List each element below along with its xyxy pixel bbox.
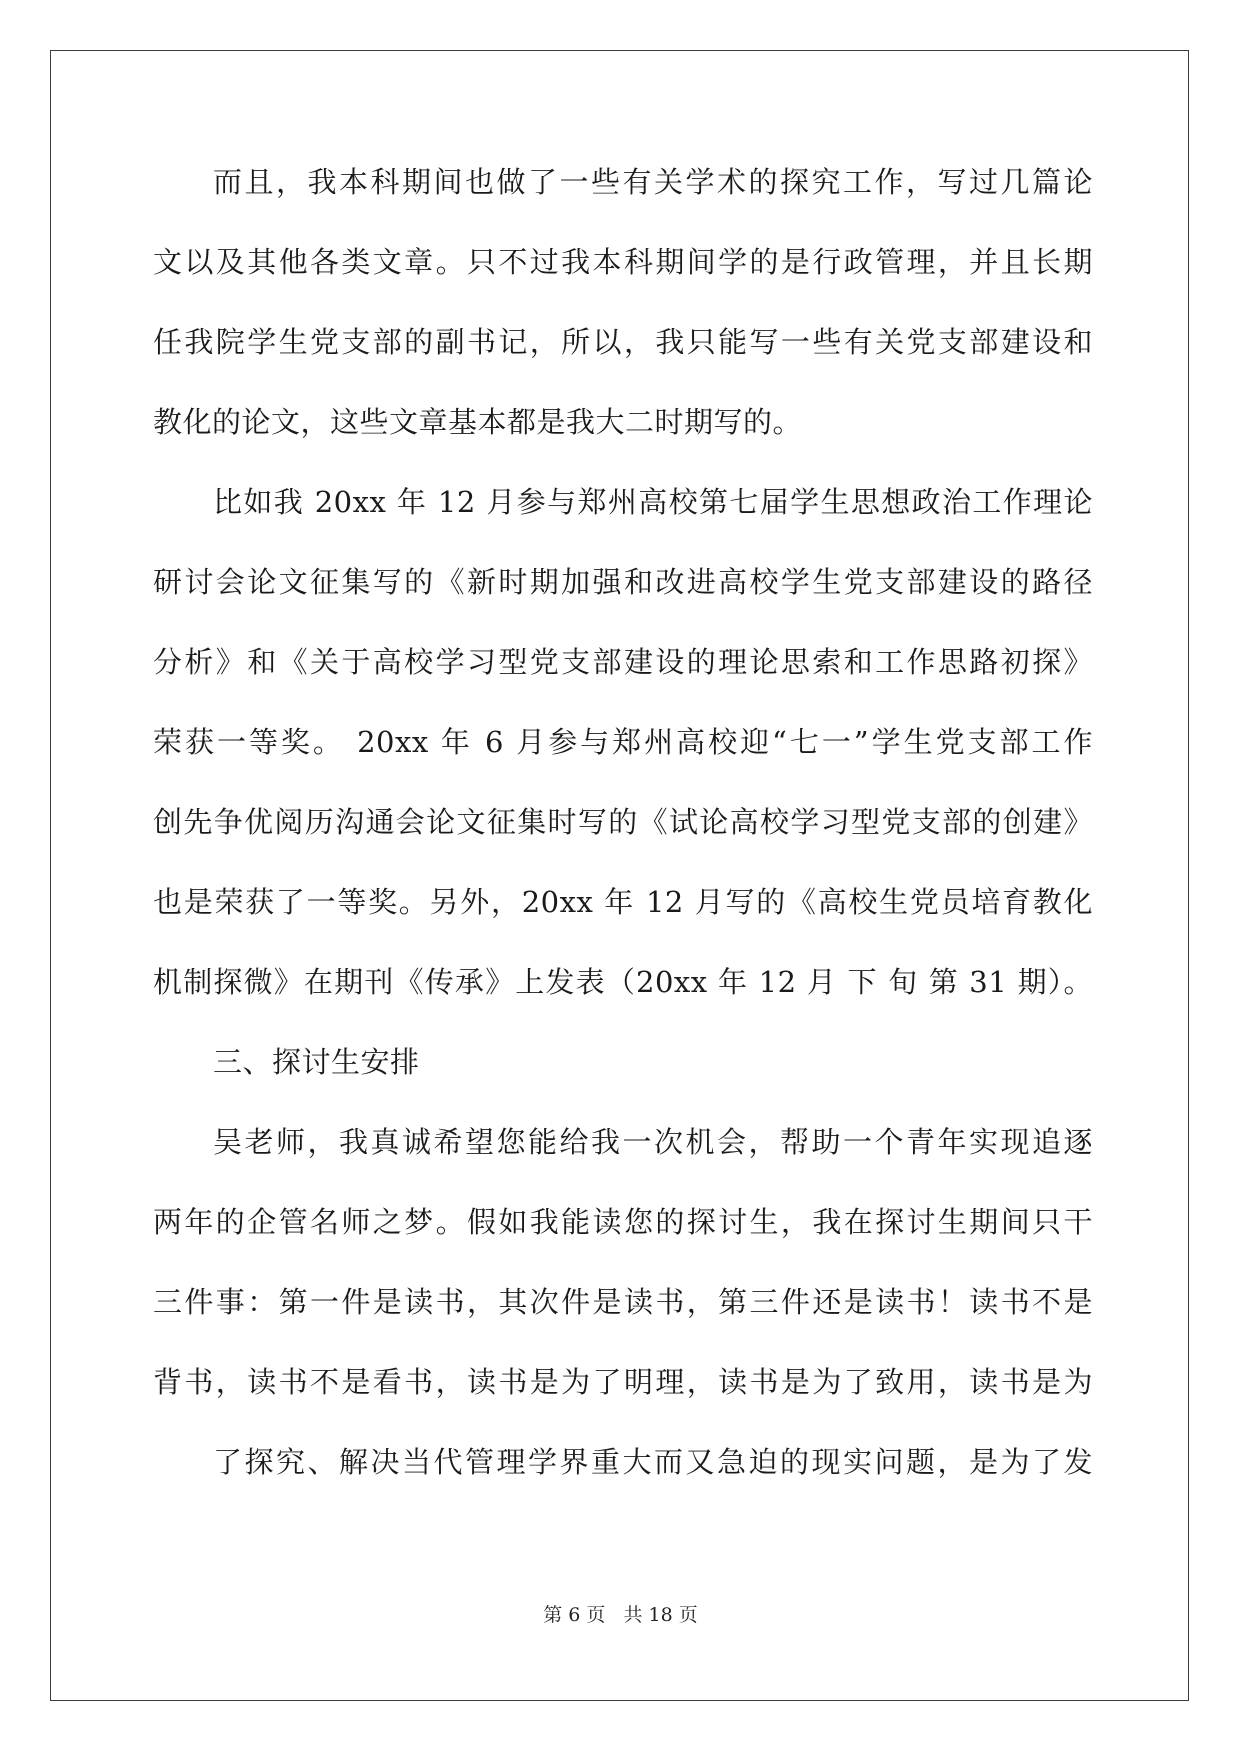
paragraph-line: 机制探微》在期刊《传承》上发表（20xx 年 12 月 下 旬 第 31 期）。 bbox=[153, 965, 1093, 999]
page-footer bbox=[0, 1600, 1241, 1627]
paragraph-line: 创先争优阅历沟通会论文征集时写的《试论高校学习型党支部的创建》 bbox=[153, 805, 1093, 839]
page-number: 第 6 页 bbox=[543, 1604, 606, 1626]
paragraph-line: 了探究、解决当代管理学界重大而又急迫的现实问题，是为了发 bbox=[213, 1445, 1093, 1479]
paragraph-line: 教化的论文，这些文章基本都是我大二时期写的。 bbox=[153, 405, 803, 439]
paragraph-line: 三件事：第一件是读书，其次件是读书，第三件还是读书！读书不是 bbox=[153, 1285, 1093, 1319]
document-body bbox=[153, 160, 1093, 1520]
paragraph-line: 也是荣获了一等奖。另外，20xx 年 12 月写的《高校生党员培育教化 bbox=[153, 885, 1093, 919]
page-total: 共 18 页 bbox=[623, 1604, 698, 1626]
paragraph-line: 分析》和《关于高校学习型党支部建设的理论思索和工作思路初探》 bbox=[153, 645, 1093, 679]
paragraph-line: 两年的企管名师之梦。假如我能读您的探讨生，我在探讨生期间只干 bbox=[153, 1205, 1093, 1239]
paragraph-line: 吴老师，我真诚希望您能给我一次机会，帮助一个青年实现追逐 bbox=[213, 1125, 1093, 1159]
paragraph-line: 任我院学生党支部的副书记，所以，我只能写一些有关党支部建设和 bbox=[153, 325, 1093, 359]
paragraph-line: 而且，我本科期间也做了一些有关学术的探究工作，写过几篇论 bbox=[213, 165, 1093, 199]
paragraph-line: 比如我 20xx 年 12 月参与郑州高校第七届学生思想政治工作理论 bbox=[213, 485, 1093, 519]
paragraph-line: 研讨会论文征集写的《新时期加强和改进高校学生党支部建设的路径 bbox=[153, 565, 1093, 599]
section-heading: 三、探讨生安排 bbox=[213, 1045, 420, 1079]
paragraph-line: 文以及其他各类文章。只不过我本科期间学的是行政管理，并且长期 bbox=[153, 245, 1093, 279]
paragraph-line: 背书，读书不是看书，读书是为了明理，读书是为了致用，读书是为 bbox=[153, 1365, 1093, 1399]
paragraph-line: 荣获一等奖。 20xx 年 6 月参与郑州高校迎“七一”学生党支部工作 bbox=[153, 725, 1093, 759]
